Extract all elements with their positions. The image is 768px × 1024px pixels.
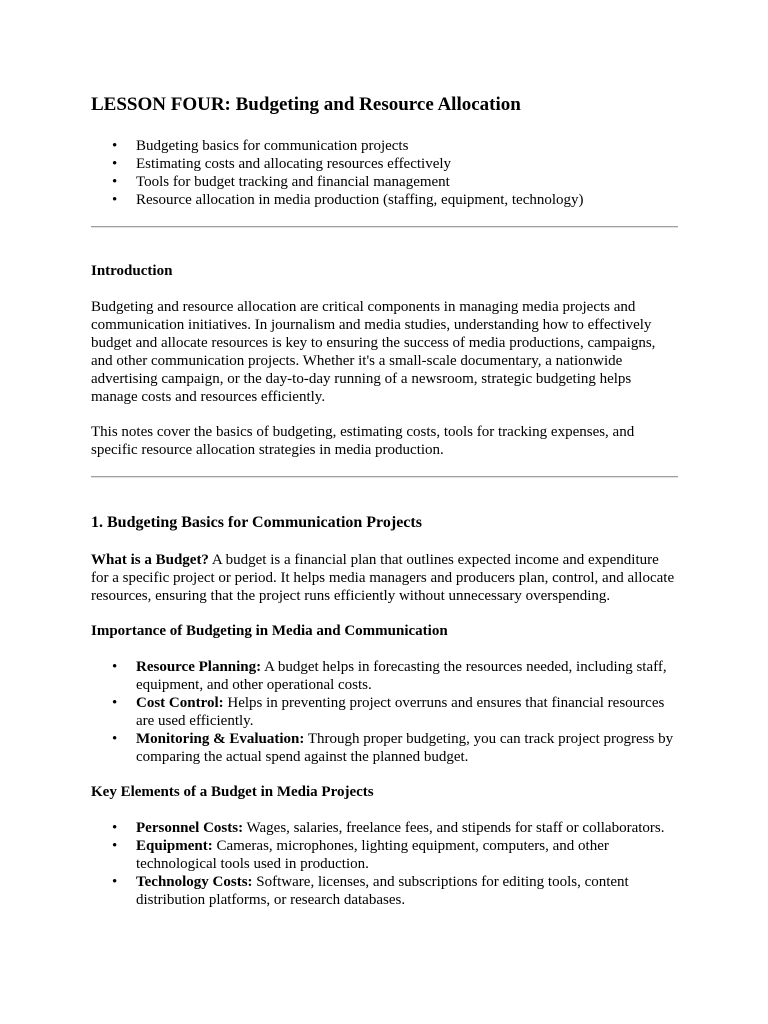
objectives-list-wrap [91,137,679,209]
importance-item [91,658,679,694]
elements-heading: Key Elements of a Budget in Media Projects [91,784,374,800]
item-text: Software, licenses, and subscriptions for editing tools, content distribution platforms, or research databases. [136,874,629,908]
item-label: Technology Costs: [136,874,253,890]
importance-list [91,658,679,766]
objective-item: • Tools for budget tracking and financial management [91,173,679,191]
importance-item [91,730,679,766]
item-label: Equipment: [136,838,213,854]
item-label: Monitoring & Evaluation: [136,731,305,747]
section-heading: 1. Budgeting Basics for Communication Projects [91,514,422,531]
elements-list [91,819,679,909]
objectives-list [91,137,679,209]
importance-list-wrap [91,658,679,766]
importance-item [91,694,679,730]
introduction-paragraph: This notes cover the basics of budgeting, estimating costs, tools for tracking expenses, and specific resource allocation strategies in media production. [91,424,635,458]
item-label: Cost Control: [136,695,224,711]
item-text: Cameras, microphones, lighting equipment, computers, and other technological tools used in production. [136,838,609,872]
objective-item: • Estimating costs and allocating resources effectively [91,155,679,173]
introduction-heading: Introduction [91,263,173,279]
element-item [91,837,679,873]
lesson-title: LESSON FOUR: Budgeting and Resource Allocation [91,94,521,115]
budget-definition-label: What is a Budget? [91,552,209,568]
introduction-paragraph: Budgeting and resource allocation are critical components in managing media projects and communication initiatives. In journalism and media studies, understanding how to effectively budget and allocate resources is key to ensuring the success of media productions, campaigns, and other communication projects. Whether it's a small-scale documentary, a nationwide advertising campaign, or the day-to-day running of a newsroom, strategic budgeting helps manage costs and resources efficiently. [91,299,656,405]
item-text: A budget helps in forecasting the resources needed, including staff, equipment, and other operational costs. [136,659,667,693]
section-divider [91,226,678,228]
item-label: Personnel Costs: [136,820,244,836]
item-label: Resource Planning: [136,659,262,675]
item-text: Helps in preventing project overruns and ensures that financial resources are used efficiently. [136,695,665,729]
elements-list-wrap [91,819,679,909]
budget-definition [91,551,679,605]
item-text: Wages, salaries, freelance fees, and stipends for staff or collaborators. [243,820,665,836]
element-item [91,873,679,909]
element-item [91,819,679,837]
objective-item: • Budgeting basics for communication projects [91,137,679,155]
section-divider [91,476,678,478]
item-text: Through proper budgeting, you can track project progress by comparing the actual spend against the planned budget. [136,731,674,765]
importance-heading: Importance of Budgeting in Media and Communication [91,623,448,639]
objective-item: • Resource allocation in media production (staffing, equipment, technology) [91,191,679,209]
budget-definition-text: A budget is a financial plan that outlines expected income and expenditure for a specific project or period. It helps media managers and producers plan, control, and allocate resources, ensuring that the project runs efficiently without unnecessary overspending. [91,552,675,604]
